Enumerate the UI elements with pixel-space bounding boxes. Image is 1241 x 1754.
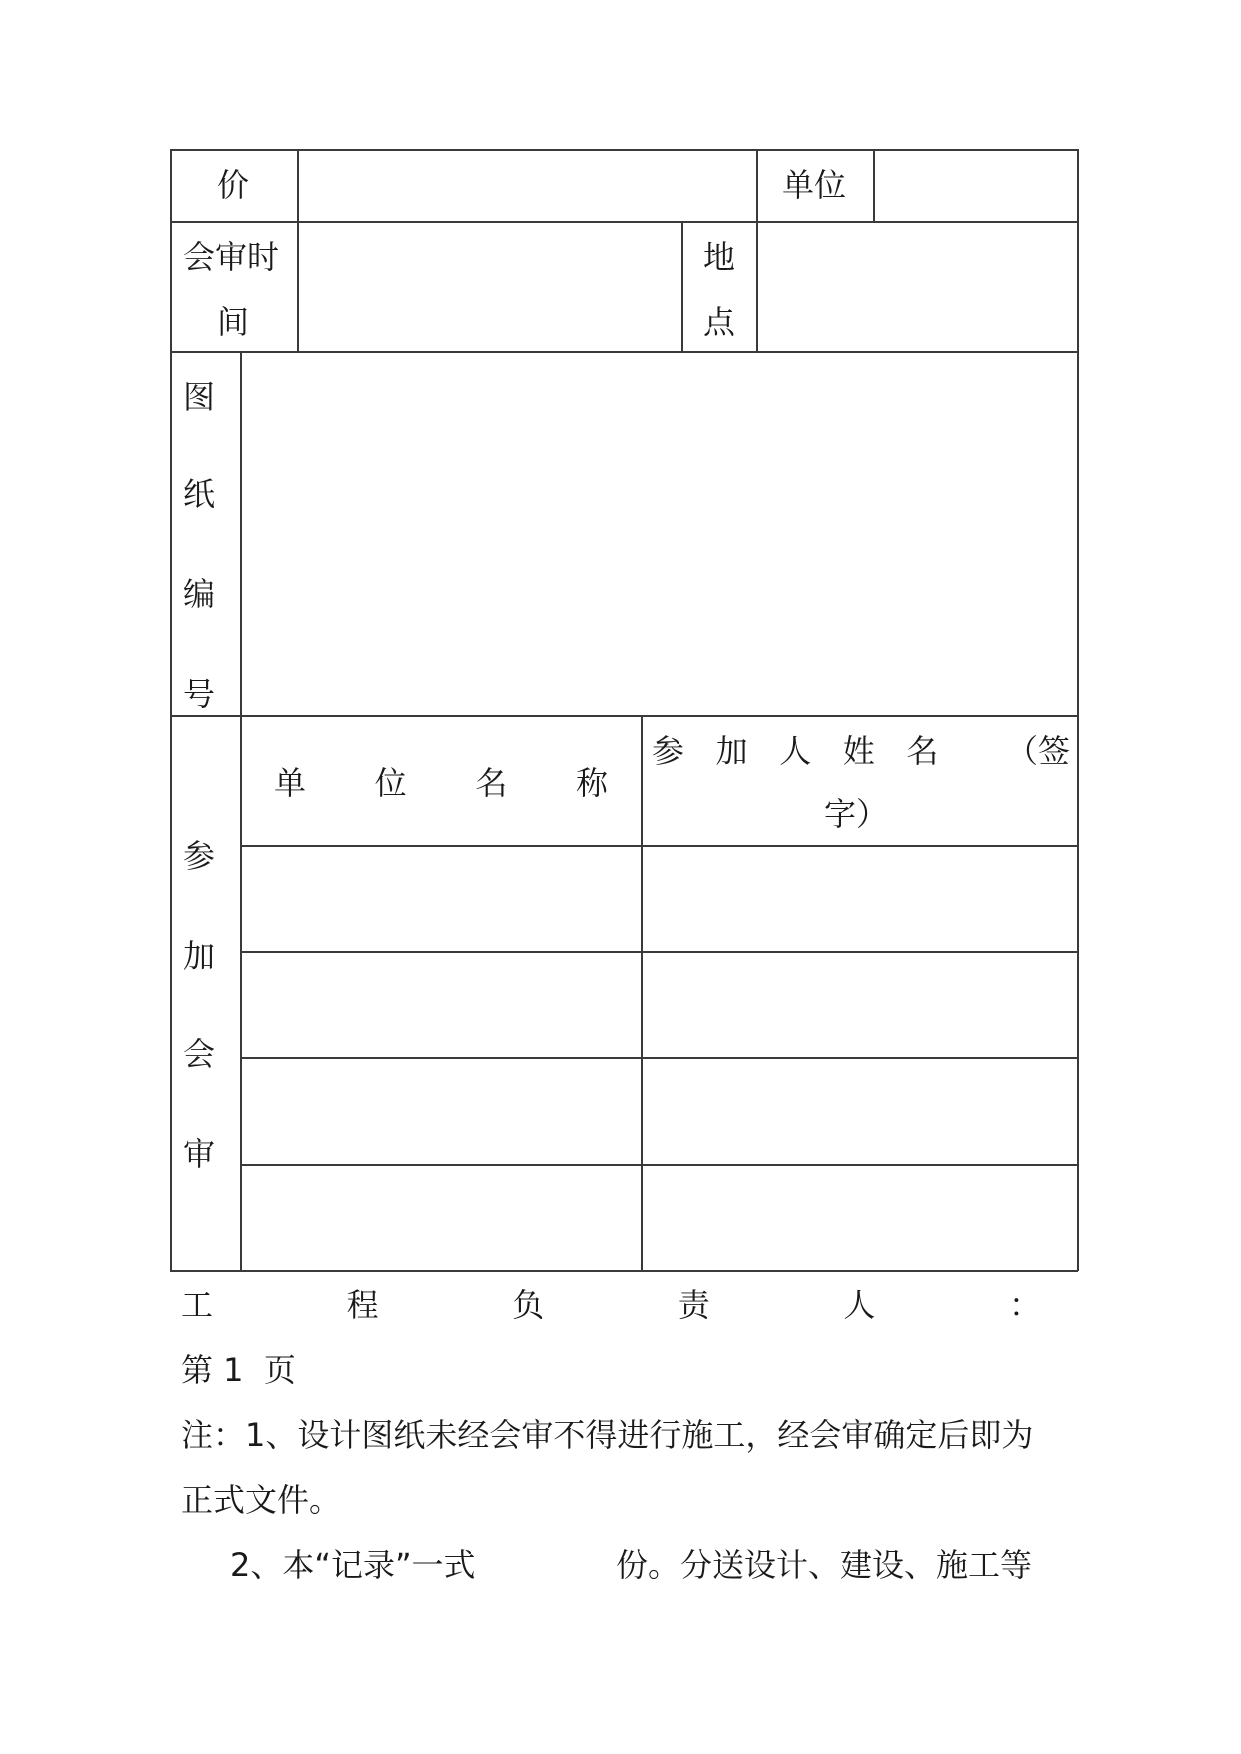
place-label: 地	[703, 238, 736, 276]
unit-name-header	[274, 764, 608, 802]
header-char: 称	[575, 764, 608, 802]
header-char: 加	[715, 732, 748, 770]
header-char: 参	[652, 732, 685, 770]
review-time-label: 会审时	[183, 238, 280, 276]
manager-char: 工	[181, 1286, 214, 1324]
note-2-part-a: 2、本“记录”一式	[230, 1546, 476, 1584]
manager-char: 程	[346, 1286, 379, 1324]
project-manager-line	[181, 1286, 1041, 1324]
note-line-1: 注：1、设计图纸未经会审不得进行施工，经会审确定后即为	[181, 1416, 1034, 1454]
manager-char: ：	[1008, 1286, 1041, 1324]
attendees-side-char: 加	[183, 937, 216, 975]
attendees-side-char: 参	[183, 837, 216, 875]
header-char: 名	[475, 764, 508, 802]
manager-char: 负	[512, 1286, 545, 1324]
drawing-no-char: 纸	[183, 475, 216, 513]
price-label: 价	[217, 166, 250, 204]
note-2-part-b: 份。分送设计、建设、施工等	[616, 1546, 1033, 1584]
attendees-side-char: 审	[183, 1135, 216, 1173]
drawing-no-char: 图	[183, 378, 216, 416]
header-char: （签	[1005, 732, 1070, 770]
review-time-label-cont: 间	[217, 303, 250, 341]
page-number-line: 第 1 页	[181, 1351, 296, 1389]
drawing-no-char: 编	[183, 575, 216, 613]
note-line-2: 正式文件。	[181, 1481, 342, 1519]
header-char: 位	[374, 764, 407, 802]
manager-char: 人	[843, 1286, 876, 1324]
attendees-side-char: 会	[183, 1035, 216, 1073]
header-char: 单	[274, 764, 307, 802]
place-label-cont: 点	[703, 303, 736, 341]
unit-label: 单位	[782, 166, 847, 204]
header-char: 姓	[842, 732, 875, 770]
header-char: 名	[906, 732, 939, 770]
participant-name-header	[652, 732, 1070, 770]
header-char: 人	[779, 732, 812, 770]
manager-char: 责	[677, 1286, 710, 1324]
drawing-no-char: 号	[183, 675, 216, 713]
participant-name-header-cont: 字）	[824, 795, 889, 833]
